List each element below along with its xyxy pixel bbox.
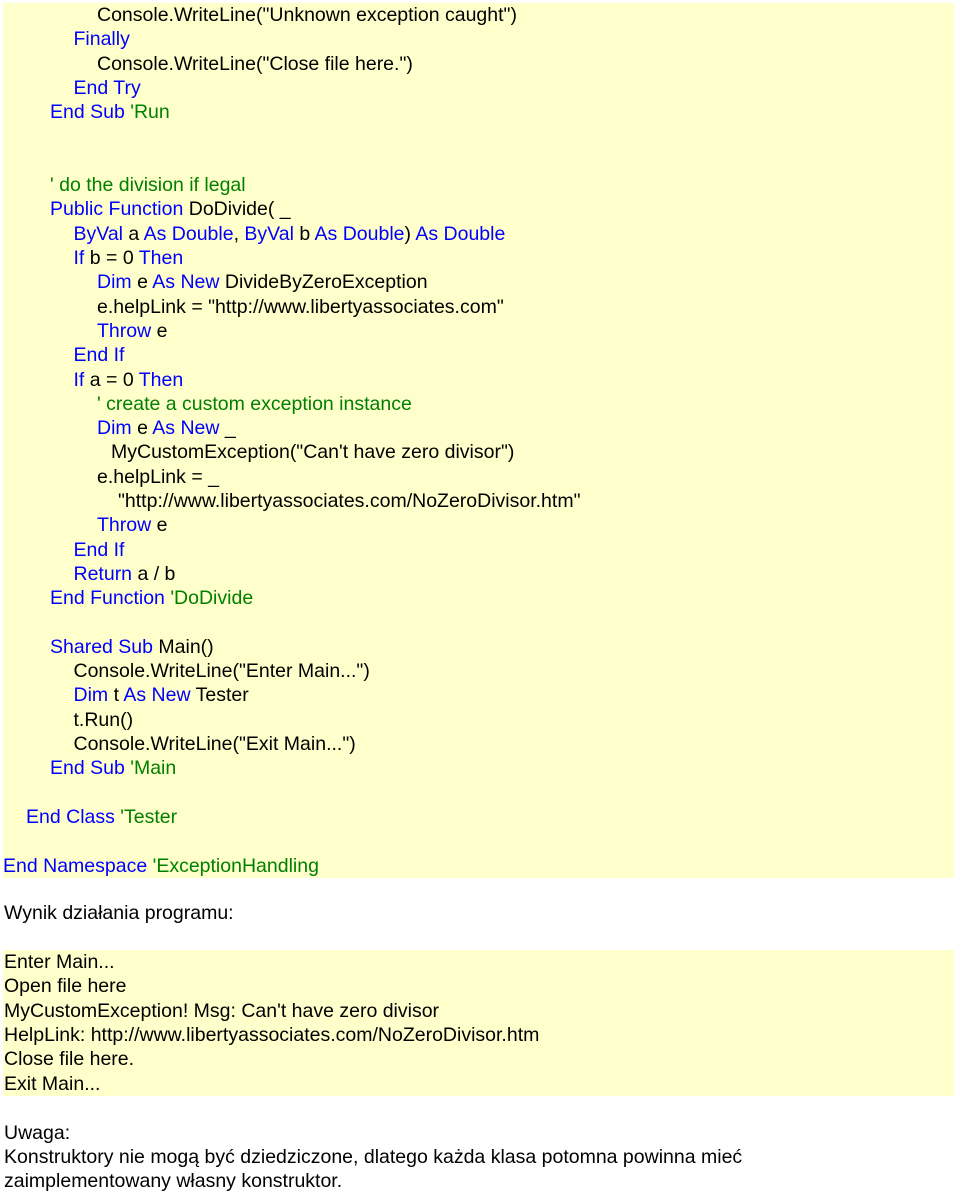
code-text: _ (219, 417, 236, 440)
code-keyword: Dim (97, 417, 132, 440)
code-keyword: As Double (143, 222, 234, 245)
code-keyword: As Double (415, 222, 506, 245)
code-text: Console.WriteLine("Enter Main...") (73, 660, 370, 683)
code-keyword: Then (138, 368, 184, 391)
code-text: Console.WriteLine("Unknown exception caught") (97, 4, 517, 26)
code-line (50, 756, 176, 780)
code-text: Main() (153, 635, 214, 658)
code-keyword: End Function (50, 587, 165, 610)
code-comment: ' create a custom exception instance (97, 392, 412, 415)
code-text: e (151, 514, 168, 537)
code-text: e (131, 417, 153, 440)
output-line: Exit Main... (4, 1072, 101, 1095)
code-text: t (108, 684, 124, 707)
output-line: Close file here. (4, 1048, 135, 1071)
code-line (97, 52, 413, 76)
code-keyword: End Try (73, 76, 141, 99)
code-keyword: End Sub (50, 757, 125, 780)
code-line (50, 197, 291, 221)
code-line (74, 538, 125, 562)
code-keyword: As New (152, 271, 220, 294)
output-line: Open file here (4, 975, 127, 998)
code-keyword: End Class (26, 805, 115, 828)
code-keyword: ByVal (244, 222, 294, 245)
code-keyword: As New (152, 417, 220, 440)
code-comment: ' do the division if legal (50, 174, 246, 197)
code-line (74, 246, 184, 270)
code-line (97, 270, 428, 294)
output-line: Enter Main... (4, 951, 115, 973)
note-line-2: zaimplementowany własny konstruktor. (4, 1170, 343, 1192)
code-keyword: Throw (97, 319, 152, 342)
code-keyword: As Double (314, 222, 405, 245)
code-keyword: Dim (73, 684, 109, 707)
code-line (50, 635, 214, 659)
code-line (74, 222, 506, 246)
code-line (74, 683, 249, 707)
code-keyword: ByVal (73, 222, 123, 245)
output-line: MyCustomException! Msg: Can't have zero divisor (4, 999, 440, 1022)
code-text: ) (404, 222, 416, 245)
code-text: a (123, 222, 144, 245)
code-keyword: Public Function (50, 198, 184, 221)
code-line (97, 416, 236, 440)
code-line (111, 440, 514, 464)
code-text: MyCustomException("Can't have zero divisor") (111, 441, 515, 464)
note-line-1: Konstruktory nie mogą być dziedziczone, dlatego każda klasa potomna powinna mieć (4, 1146, 743, 1168)
code-line (97, 3, 517, 27)
code-keyword: Shared Sub (50, 635, 153, 658)
code-line (118, 489, 581, 513)
code-keyword: If (73, 368, 85, 391)
code-line (74, 76, 141, 100)
code-comment: 'Main (124, 757, 177, 780)
note-title: Uwaga: (4, 1122, 71, 1144)
code-keyword: If (73, 247, 85, 269)
code-keyword: Throw (97, 514, 152, 537)
code-keyword: Then (138, 247, 184, 269)
code-line (97, 319, 167, 343)
code-keyword: End Namespace (3, 854, 148, 877)
code-text: , (233, 222, 245, 245)
code-line (74, 659, 370, 683)
code-keyword: Dim (97, 271, 132, 294)
code-keyword: End Sub (50, 101, 125, 124)
program-output (3, 950, 954, 1096)
code-line (74, 708, 134, 732)
code-line (97, 295, 504, 319)
code-text: Console.WriteLine("Close file here.") (97, 52, 413, 75)
code-text: e.helpLink = _ (97, 465, 219, 488)
code-line (74, 27, 130, 51)
code-line (74, 562, 176, 586)
code-line (97, 513, 167, 537)
code-line (50, 173, 246, 197)
code-text: DivideByZeroException (219, 271, 428, 294)
code-text: a / b (132, 562, 176, 585)
output-line: HelpLink: http://www.libertyassociates.com/NoZeroDivisor.htm (4, 1023, 540, 1046)
code-text: DoDivide( _ (183, 198, 291, 221)
code-line (74, 343, 125, 367)
code-listing (3, 3, 954, 878)
code-text: Tester (190, 684, 249, 707)
code-text: "http://www.libertyassociates.com/NoZeroDivisor.htm" (118, 490, 581, 512)
code-text: e (131, 271, 153, 294)
code-line (50, 100, 170, 124)
code-text: e (151, 319, 168, 342)
code-keyword: Finally (73, 28, 130, 51)
code-keyword: End If (73, 344, 125, 367)
code-line (97, 465, 219, 489)
code-text: e.helpLink = "http://www.libertyassociates.com" (97, 295, 504, 318)
code-comment: 'DoDivide (164, 587, 254, 610)
output-heading: Wynik działania programu: (4, 902, 234, 924)
code-text: b (293, 222, 315, 245)
code-text: b = 0 (84, 247, 139, 269)
code-line (74, 368, 184, 392)
code-line (74, 732, 356, 756)
code-keyword: Return (73, 562, 133, 585)
code-text: t.Run() (73, 708, 134, 731)
code-keyword: End If (73, 538, 125, 561)
code-keyword: As New (123, 684, 191, 707)
code-line (97, 392, 412, 416)
code-line (3, 854, 319, 878)
code-line (26, 805, 177, 829)
code-text: Console.WriteLine("Exit Main...") (73, 733, 356, 755)
code-text: a = 0 (84, 368, 139, 391)
code-comment: 'ExceptionHandling (147, 854, 319, 877)
code-line (50, 586, 253, 610)
code-comment: 'Tester (114, 805, 178, 828)
code-comment: 'Run (124, 101, 170, 124)
